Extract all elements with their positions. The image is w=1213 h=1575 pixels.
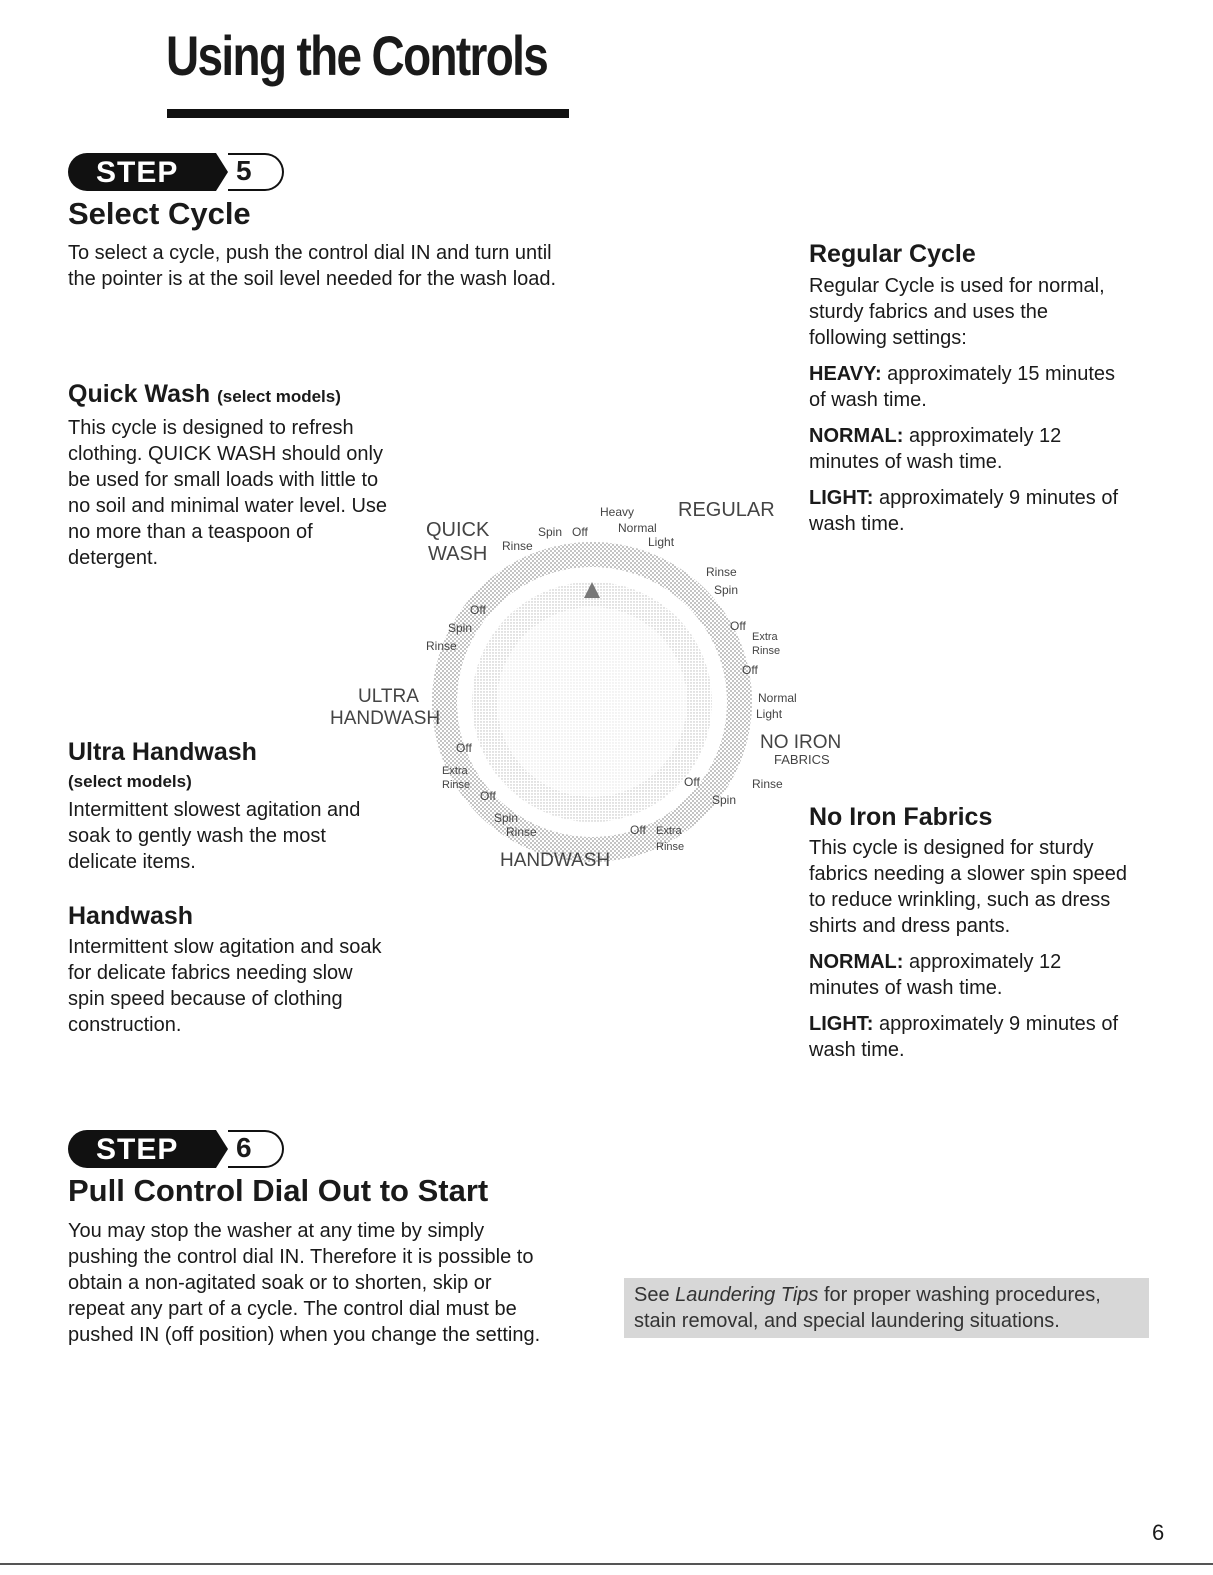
dial-setting-rinse-2: Rinse <box>752 777 783 791</box>
dial-setting-spin-2: Spin <box>712 793 737 807</box>
dial-setting-rinse-3: Rinse <box>656 841 685 853</box>
ultra-handwash-heading: Ultra Handwash <box>68 738 257 766</box>
dial-setting-off-6: Off <box>470 603 486 617</box>
dial-setting-off-8: Off <box>480 789 496 803</box>
no-iron-setting-light: LIGHT: approximately 9 minutes of wash time. <box>809 1013 1118 1061</box>
dial-setting-rinse-7: Rinse <box>506 825 537 839</box>
no-iron-setting-normal: NORMAL: approximately 12 minutes of wash time. <box>809 951 1062 999</box>
dial-label-no-iron: NO IRON <box>760 732 842 753</box>
select-cycle-intro: To select a cycle, push the control dial IN and turn until the pointer is at the soil level needed for the wash load. <box>68 242 557 290</box>
laundering-tips-link[interactable]: Laundering Tips <box>675 1284 819 1306</box>
dial-setting-off-7: Off <box>456 741 472 755</box>
setting-light: LIGHT: approximately 9 minutes of wash time. <box>809 487 1118 535</box>
dial-setting-spin-5: Spin <box>494 811 519 825</box>
dial-label-fabrics: FABRICS <box>774 752 830 767</box>
dial-setting-heavy: Heavy <box>600 505 635 519</box>
dial-setting-off-5: Off <box>572 525 588 539</box>
footer-rule <box>0 1563 1213 1565</box>
dial-setting-rinse-5: Rinse <box>426 639 457 653</box>
dial-setting-spin-4: Spin <box>448 621 473 635</box>
dial-label-quick: QUICK <box>426 519 490 541</box>
dial-setting-off: Off <box>730 619 746 633</box>
setting-heavy: HEAVY: approximately 15 minutes of wash time. <box>809 363 1116 411</box>
page-number: 6 <box>1152 1520 1165 1545</box>
step-label: STEP <box>96 156 179 189</box>
step-5-badge <box>68 153 288 193</box>
dial-label-handwash: HANDWASH <box>500 850 611 870</box>
regular-cycle-heading: Regular Cycle <box>809 240 976 268</box>
select-cycle-heading: Select Cycle <box>68 196 251 231</box>
step-label: STEP <box>96 1133 179 1166</box>
dial-setting-rinse-6: Rinse <box>442 779 471 791</box>
ultra-handwash-description: Intermittent slowest agitation and soak to gently wash the most delicate items. <box>68 799 361 873</box>
quick-wash-description: This cycle is designed to refresh clothing. QUICK WASH should only be used for small loads with little to no soil and minimal water level. Use no more than a teaspoon of detergent. <box>68 417 388 569</box>
dial-setting-rinse-4: Rinse <box>502 539 533 553</box>
dial-setting-normal-2: Normal <box>758 691 797 705</box>
setting-normal: NORMAL: approximately 12 minutes of wash time. <box>809 425 1062 473</box>
ultra-handwash-qualifier: (select models) <box>68 772 192 791</box>
step-number: 5 <box>236 155 252 186</box>
dial-setting-spin-3: Spin <box>538 525 563 539</box>
dial-label-regular: REGULAR <box>678 499 775 521</box>
dial-setting-normal: Normal <box>618 521 657 535</box>
dial-setting-light-2: Light <box>756 707 783 721</box>
no-iron-description: This cycle is designed for sturdy fabrics needing a slower spin speed to reduce wrinkling, such as dress shirts and dress pants. NORMAL: approximately 12 minutes of wash time. LIGHT: approximately 9 minutes of wash time. <box>809 835 1169 1073</box>
dial-setting-spin: Spin <box>714 583 739 597</box>
dial-setting-light: Light <box>648 535 675 549</box>
quick-wash-heading: Quick Wash (select models) <box>68 380 341 408</box>
step-number: 6 <box>236 1132 252 1163</box>
dial-setting-off-4: Off <box>630 823 646 837</box>
dial-setting-extra-3: Extra <box>442 765 468 777</box>
dial-knob-center <box>497 607 687 797</box>
handwash-heading: Handwash <box>68 902 194 930</box>
dial-setting-extra-2: Extra <box>656 825 682 837</box>
title-underline <box>167 109 569 118</box>
page-title: Using the Controls <box>166 24 548 87</box>
pull-dial-heading: Pull Control Dial Out to Start <box>68 1173 489 1208</box>
regular-cycle-description: Regular Cycle is used for normal, sturdy fabrics and uses the following settings: HEAVY: approximately 15 minutes of wash time. NORMAL: approximately 12 minutes of wash time. LIGHT: approximately 9 minutes of wash time. <box>809 273 1169 547</box>
dial-label-wash: WASH <box>428 543 488 565</box>
dial-setting-off-2: Off <box>742 663 758 677</box>
dial-setting-off-3: Off <box>684 775 700 789</box>
handwash-description: Intermittent slow agitation and soak for delicate fabrics needing slow spin speed because of clothing construction. <box>68 936 382 1036</box>
dial-setting-rinse-extra: Rinse <box>752 645 781 657</box>
dial-setting-extra: Extra <box>752 631 778 643</box>
no-iron-heading: No Iron Fabrics <box>809 803 993 831</box>
dial-setting-rinse: Rinse <box>706 565 737 579</box>
dial-label-ultra: ULTRA <box>358 686 419 707</box>
laundering-tips-note: See Laundering Tips for proper washing procedures, stain removal, and special laundering situations. <box>624 1278 1149 1338</box>
dial-label-ultra-handwash: HANDWASH <box>330 708 441 729</box>
pull-dial-description: You may stop the washer at any time by simply pushing the control dial IN. Therefore it is possible to obtain a non-agitated soak or to shorten, skip or repeat any part of a cycle. The control dial must be pushed IN (off position) when you change the setting. <box>68 1220 541 1346</box>
control-dial-diagram <box>330 490 850 870</box>
step-6-badge <box>68 1130 288 1170</box>
